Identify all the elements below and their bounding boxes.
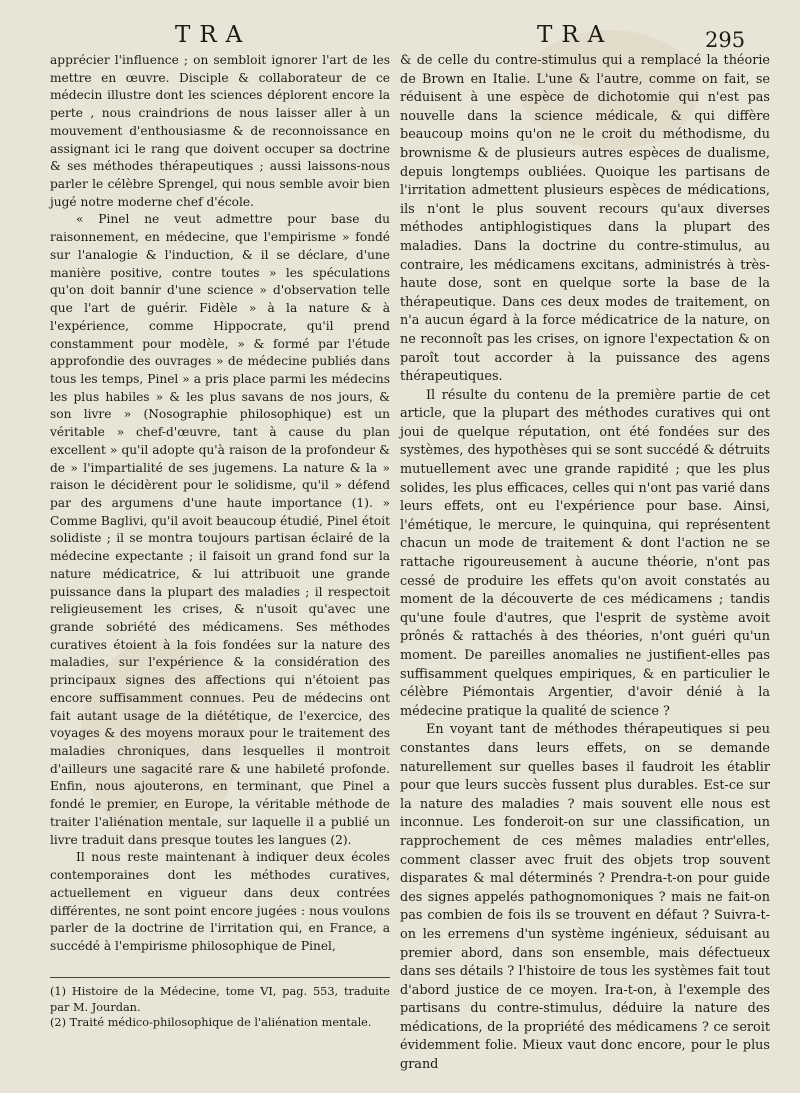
paragraph: Il nous reste maintenant à indiquer deux écoles contemporaines dont les méthodes curatives, actuellement en vigueur dans deux contrées différentes, ne sont point encore jugées : nous voulons parler de la doctrine de l'irritation qui, en France, a succédé à l'empirisme philosophique de Pinel, <box>50 850 390 953</box>
footnote: (2) Traité médico-philosophique de l'aliénation mentale. <box>50 1016 372 1029</box>
paragraph: apprécier l'influence ; on sembloit ignorer l'art de les mettre en œuvre. Disciple & collaborateur de ce médecin illustre dont les sciences déplorent encore la perte , nous craindrions de nous laisser aller à un mouvement d'enthousiasme & de reconnoissance en assignant ici le rang que doivent occuper sa doctrine & ses méthodes thérapeutiques ; aussi laissons-nous parler le célèbre Sprengel, qui nous semble avoir bien jugé notre moderne chef d'école. <box>50 53 390 209</box>
footnote: (1) Histoire de la Médecine, tome VI, pag. 553, traduite par M. Jourdan. <box>50 985 390 1014</box>
running-head-left: TRA <box>175 22 252 48</box>
left-column <box>50 52 390 956</box>
quote-paragraph: « Pinel ne veut admettre pour base du raisonnement, en médecine, que l'empirisme » fondé sur l'analogie & l'induction, & il se déclare, d'une manière positive, contre toutes » les spéculations qu'on doit bannir d'une science » d'observation telle que l'art de guérir. Fidèle » à la nature & à l'expérience, comme Hippocrate, qu'il prend constamment pour modèle, » & formé par l'étude approfondie des ouvrages » de médecine publiés dans tous les temps, Pinel » a pris place parmi les médecins les plus habiles » & les plus savans de nos jours, & son livre » (Nosographie philosophique) est un véritable » chef-d'œuvre, tant à cause du plan excellent » qu'il adopte qu'à raison de la profondeur & de » l'impartialité de ses jugemens. La nature & la » raison le décidèrent pour le solidisme, qu'il » défend par des argumens d'une haute importance (1). » Comme Baglivi, qu'il avoit beaucoup étudié, Pinel étoit solidiste ; il se montra toujours partisan éclairé de la médecine expectante ; il faisoit un grand fond sur la nature médicatrice, & lui attribuoit une grande puissance dans la plupart des maladies ; il respectoit religieusement les crises, & n'usoit qu'avec une grande sobriété des médicamens. Ses méthodes curatives étoient à la fois fondées sur la nature des maladies, sur l'expérience & la considération des principaux signes des affections qui n'étoient pas encore suffisamment connues. Peu de médecins ont fait autant usage de la diététique, de l'exercice, des voyages & des moyens moraux pour le traitement des maladies chroniques, dans lesquelles il montroit d'ailleurs une sagacité rare & une habileté profonde. Enfin, nous ajouterons, en terminant, que Pinel a fondé le premier, en Europe, la véritable méthode de traiter l'aliénation mentale, sur laquelle il a publié un livre traduit dans presque toutes les langues (2). <box>50 212 390 847</box>
page-number: 295 <box>705 28 746 52</box>
paragraph: En voyant tant de méthodes thérapeutiques si peu constantes dans leurs effets, on se demande naturellement sur quelles bases il faudroit les établir pour que leurs succès fussent plus durables. Est-ce sur la nature des maladies ? mais souvent elle nous est inconnue. Les fonderoit-on sur une classification, un rapprochement de ces mêmes maladies entr'elles, comment classer avec fruit des objets trop souvent disparates & mal déterminés ? Prendra-t-on pour guide des signes appelés pathognomoniques ? mais ne fait-on pas combien de fois ils se trouvent en défaut ? Suivra-t-on les erremens d'un système ingénieux, séduisant au premier abord, dans son ensemble, mais défectueux dans ses détails ? l'histoire de tous les systèmes fait tout d'abord justice de ce moyen. Ira-t-on, à l'exemple des partisans du contre-stimulus, déduire la nature des médications, de la propriété des médicamens ? ce seroit évidemment folie. Mieux vaut donc encore, pour le plus grand <box>400 722 770 1073</box>
footnotes <box>50 984 390 1031</box>
running-head-right: TRA <box>537 22 614 48</box>
paragraph: & de celle du contre-stimulus qui a remplacé la théorie de Brown en Italie. L'une & l'autre, comme on fait, se réduisent à une espèce de dichotomie qui n'est pas nouvelle dans la science médicale, & qui diffère beaucoup moins qu'on ne le croit du méthodisme, du brownisme & de plusieurs autres espèces de dualisme, depuis longtemps oubliées. Quoique les partisans de l'irritation admettent plusieurs espèces de médications, ils n'ont le plus souvent recours qu'aux diverses méthodes antiphlogistiques dans la plupart des maladies. Dans la doctrine du contre-stimulus, au contraire, les médicamens excitans, administrés à très-haute dose, sont en quelque sorte la base de la thérapeutique. Dans ces deux modes de traitement, on n'a aucun égard à la force médicatrice de la nature, on ne reconnoît pas les crises, on ignore l'expectation & on paroît tout accorder à la puissance des agens thérapeutiques. <box>400 53 770 385</box>
paragraph: Il résulte du contenu de la première partie de cet article, que la plupart des méthodes curatives qui ont joui de quelque réputation, ont été fondées sur des systèmes, des hypothèses qui se sont succédé & détruits mutuellement avec une grande rapidité ; que les plus solides, les plus efficaces, celles qui n'ont pas varié dans leurs effets, ont eu l'expérience pour base. Ainsi, l'émétique, le mercure, le quinquina, qui représentent chacun un mode de traitement & dont l'action ne se rattache rigoureusement à aucune théorie, n'ont pas cessé de produire les effets qu'on avoit constatés au moment de la découverte de ces médicamens ; tandis qu'une foule d'autres, que l'esprit de système avoit prônés & rattachés à des théories, n'ont guéri qu'un moment. De pareilles anomalies ne justifient-elles pas suffisamment quelques empiriques, & en particulier le célèbre Piémontais Argentier, d'avoir dénié à la médecine pratique la qualité de science ? <box>400 387 770 719</box>
right-column <box>400 52 770 1075</box>
running-header <box>0 22 800 52</box>
footnote-divider <box>50 977 390 978</box>
